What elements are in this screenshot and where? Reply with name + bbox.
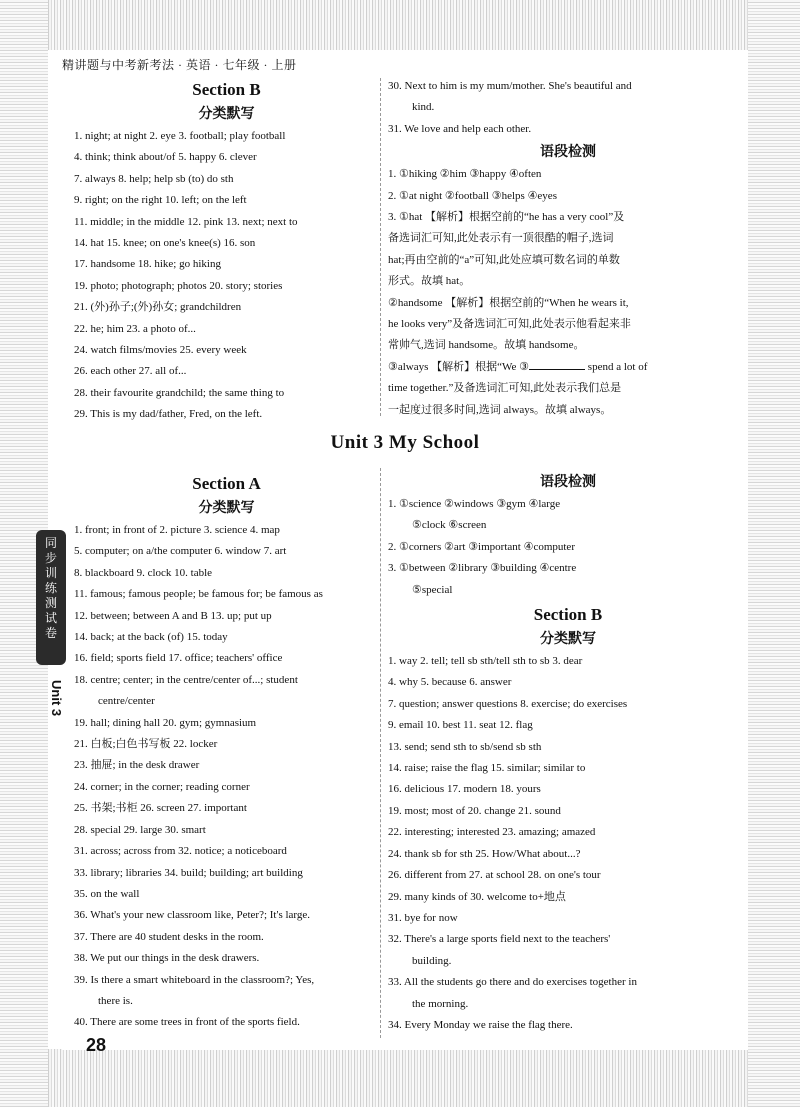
answer-line-continued: ⑤special [412, 583, 453, 596]
answer-line: 1. way 2. tell; tell sb sth/tell sth to sb 3. dear [388, 655, 583, 668]
section-subtitle: 分类默写 [540, 631, 596, 648]
unit-title: Unit 3 My School [330, 432, 480, 453]
answer-line: 11. middle; in the middle 12. pink 13. next; next to [74, 215, 298, 228]
answer-line: 36. What's your new classroom like, Peter?; It's large. [74, 909, 311, 922]
column-divider-bottom [380, 468, 381, 1038]
section-title: Section B [533, 605, 603, 625]
answer-line: 14. back; at the back (of) 15. today [74, 631, 228, 644]
section-title: Section B [192, 80, 261, 99]
answer-line: 1. ①science ②windows ③gym ④large [388, 498, 561, 510]
answer-line: 31. We love and help each other. [388, 122, 532, 135]
explanation-paragraph: ③always 【解析】根据“We ③ spend a lot of time together.”及备选词汇可知,此处表示我们总是 一起度过很多时间,选词 always。故填 always。 [388, 360, 648, 416]
answer-line: 7. question; answer questions 8. exercise; do exercises [388, 697, 628, 710]
answer-line: 4. why 5. because 6. answer [388, 676, 512, 689]
answer-line: 17. handsome 18. hike; go hiking [74, 258, 221, 271]
answer-line: 22. interesting; interested 23. amazing; amazed [388, 826, 596, 839]
answer-line: 28. their favourite grandchild; the same thing to [74, 386, 285, 399]
answer-line-continued: kind. [412, 101, 435, 114]
answer-line-continued: building. [412, 954, 452, 967]
answer-line: 31. across; across from 32. notice; a noticeboard [74, 845, 287, 858]
answer-line: 1. night; at night 2. eye 3. football; play football [74, 130, 286, 142]
answer-line: 24. corner; in the corner; reading corner [74, 780, 250, 793]
top-right-column [388, 76, 748, 421]
scan-border-right [748, 0, 800, 1107]
answer-line: 33. library; libraries 34. build; building; art building [74, 866, 303, 879]
answer-line: 38. We put our things in the desk drawers. [74, 952, 260, 965]
side-tab-label: 同步训练测试卷 [36, 530, 66, 665]
answer-line: 34. Every Monday we raise the flag there. [388, 1018, 573, 1031]
answer-line: 25. 书架;书柜 26. screen 27. important [74, 802, 247, 815]
answer-line: 29. This is my dad/father, Fred, on the left. [74, 408, 263, 421]
answer-line: 16. delicious 17. modern 18. yours [388, 783, 541, 796]
answer-line: 14. raise; raise the flag 15. similar; similar to [388, 762, 586, 775]
scan-border-bottom [0, 1049, 800, 1107]
side-unit-label: Unit 3 [49, 680, 64, 717]
section-subtitle: 分类默写 [198, 500, 255, 516]
scan-border-top [0, 0, 800, 50]
answer-line: 22. he; him 23. a photo of... [74, 322, 196, 335]
answer-line: 32. There's a large sports field next to the teachers' [388, 933, 611, 946]
answer-line: 28. special 29. large 30. smart [74, 823, 206, 836]
answer-line: 26. different from 27. at school 28. on one's tour [388, 869, 601, 882]
answer-line: 18. centre; center; in the centre/center of...; student [74, 673, 298, 686]
answer-line: 30. Next to him is my mum/mother. She's beautiful and [388, 80, 632, 92]
page-number: 28 [86, 1035, 107, 1055]
answer-line: 3. ①between ②library ③building ④centre [388, 562, 577, 575]
answer-line: 9. right; on the right 10. left; on the left [74, 194, 247, 207]
answer-line: 21. (外)孙子;(外)孙女; grandchildren [74, 301, 242, 314]
answer-line: 1. front; in front of 2. picture 3. science 4. map [74, 524, 280, 536]
top-left-column [74, 76, 379, 426]
answer-line: 16. field; sports field 17. office; teachers' office [74, 652, 283, 665]
answer-line: 19. hall; dining hall 20. gym; gymnasium [74, 716, 257, 729]
answer-line-continued: there is. [98, 994, 133, 1007]
answer-line: 37. There are 40 student desks in the room. [74, 930, 264, 943]
answer-line: 4. think; think about/of 5. happy 6. clever [74, 151, 257, 164]
answer-line: 13. send; send sth to sb/send sb sth [388, 740, 542, 753]
answer-line-continued: ⑤clock ⑥screen [412, 519, 487, 532]
answer-line: 5. computer; on a/the computer 6. window 7. art [74, 545, 287, 558]
answer-line: 2. ①at night ②football ③helps ④eyes [388, 189, 557, 202]
answer-line: 39. Is there a smart whiteboard in the classroom?; Yes, [74, 973, 315, 986]
section-title: Section A [192, 474, 261, 493]
explanation-paragraph: ②handsome 【解析】根据空前的“When he wears it, he looks very”及备选词汇可知,此处表示他看起来非 常帅气,选词 handsome。故填 handsome。 [388, 296, 631, 352]
answer-line: 23. 抽屉; in the desk drawer [74, 759, 200, 772]
answer-line: 33. All the students go there and do exercises together in [388, 976, 637, 989]
answer-line: 35. on the wall [74, 887, 140, 900]
section-subtitle: 分类默写 [198, 106, 255, 122]
answer-line: 31. bye for now [388, 911, 458, 924]
answer-line: 24. watch films/movies 25. every week [74, 344, 247, 357]
explanation-paragraph: 3. ①hat 【解析】根据空前的“he has a very cool”及 备选词汇可知,此处表示有一顶很酷的帽子,选词 hat;再由空前的“a”可知,此处应填可数名词的单数 形式。故填 hat。 [388, 211, 625, 288]
section-subtitle: 语段检测 [540, 144, 596, 161]
blank-line [529, 359, 585, 370]
bottom-right-column [388, 470, 748, 1036]
page-header: 精讲题与中考新考法 · 英语 · 七年级 · 上册 [62, 58, 297, 72]
answer-line: 21. 白板;白色书写板 22. locker [74, 738, 218, 751]
answer-line: 9. email 10. best 11. seat 12. flag [388, 719, 533, 732]
answer-line: 2. ①corners ②art ③important ④computer [388, 540, 575, 553]
answer-line: 12. between; between A and B 13. up; put up [74, 609, 272, 622]
answer-line: 19. most; most of 20. change 21. sound [388, 804, 561, 817]
answer-line: 11. famous; famous people; be famous for; be famous as [74, 588, 323, 601]
answer-line-continued: the morning. [412, 997, 469, 1010]
page [62, 50, 748, 1055]
answer-line: 14. hat 15. knee; on one's knee(s) 16. son [74, 237, 256, 250]
answer-line: 19. photo; photograph; photos 20. story; stories [74, 279, 283, 292]
answer-line: 7. always 8. help; help sb (to) do sth [74, 172, 234, 185]
column-divider-top [380, 78, 381, 416]
answer-line: 29. many kinds of 30. welcome to+地点 [388, 890, 566, 903]
answer-line: 8. blackboard 9. clock 10. table [74, 566, 213, 579]
answer-line-continued: centre/center [98, 695, 155, 708]
answer-line: 40. There are some trees in front of the sports field. [74, 1016, 300, 1029]
answer-line: 24. thank sb for sth 25. How/What about...? [388, 847, 581, 860]
answer-line: 26. each other 27. all of... [74, 365, 187, 378]
bottom-left-column [74, 470, 379, 1034]
section-subtitle: 语段检测 [540, 474, 596, 490]
answer-line: 1. ①hiking ②him ③happy ④often [388, 168, 542, 181]
